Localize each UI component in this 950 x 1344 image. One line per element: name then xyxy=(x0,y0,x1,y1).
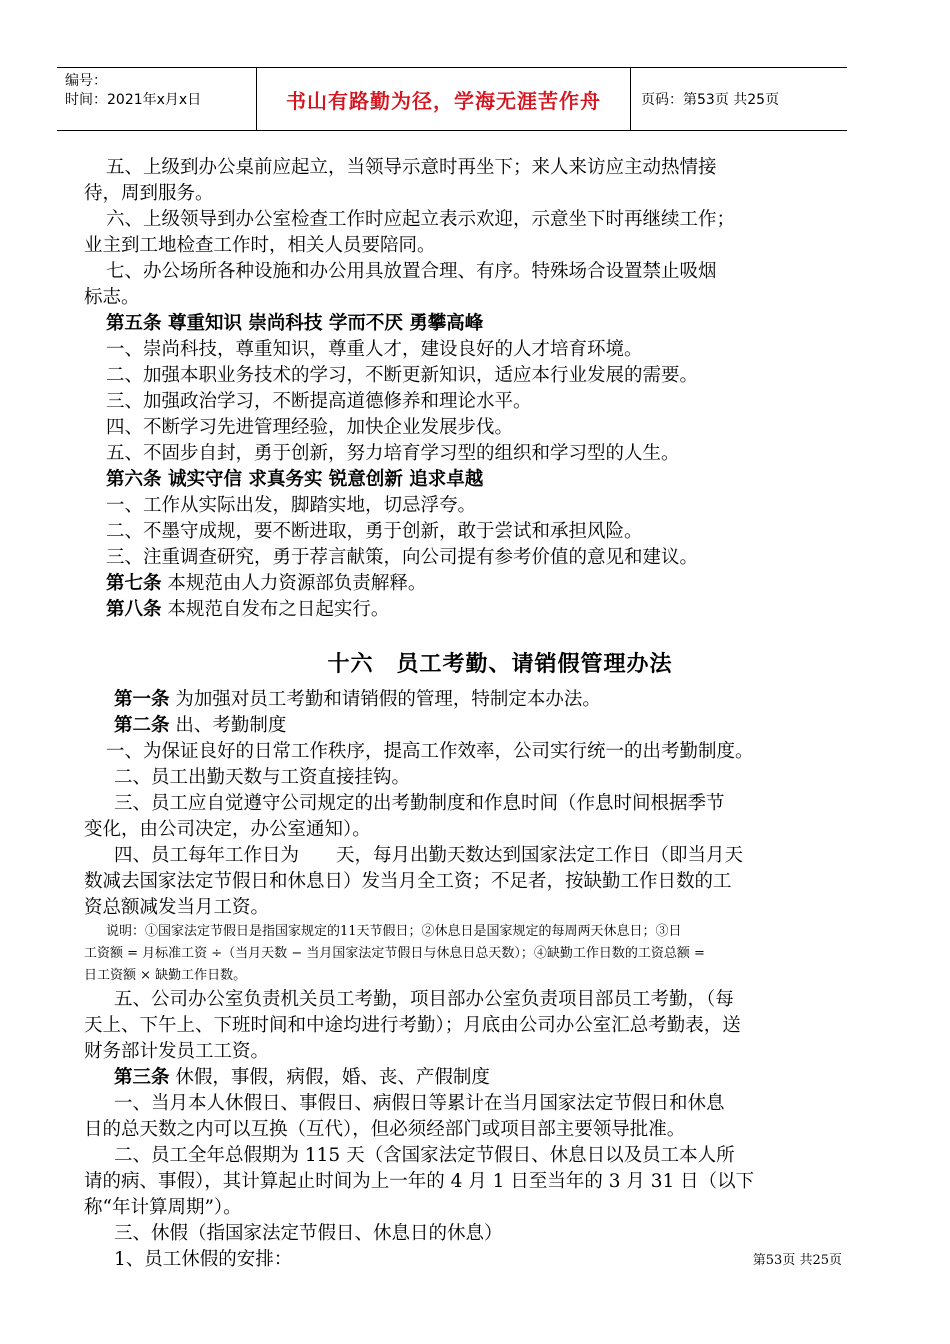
time-label: 时间：2021年x月x日 xyxy=(65,92,202,108)
document-body xyxy=(84,155,846,1273)
article-label: 第八条 xyxy=(106,599,162,620)
number-label: 编号： xyxy=(65,73,107,89)
paragraph-line: 四、不断学习先进管理经验，加快企业发展步伐。 xyxy=(106,417,514,438)
paragraph-line: 四、员工每年工作日为 天，每月出勤天数达到国家法定工作日（即当月天 xyxy=(114,845,744,866)
paragraph-line: 标志。 xyxy=(84,287,140,308)
paragraph-line: 第六条 诚实守信 求真务实 锐意创新 追求卓越 xyxy=(106,469,484,490)
paragraph-line: 一、为保证良好的日常工作秩序，提高工作效率，公司实行统一的出考勤制度。 xyxy=(106,741,754,762)
paragraph-line: 天上、下午上、下班时间和中途均进行考勤）；月底由公司办公室汇总考勤表，送 xyxy=(84,1015,741,1036)
paragraph-line: 变化，由公司决定，办公室通知）。 xyxy=(84,819,371,840)
article-8 xyxy=(84,597,846,623)
paragraph-line: 业主到工地检查工作时，相关人员要陪同。 xyxy=(84,235,436,256)
page-header xyxy=(57,67,847,131)
article-text: 为加强对员工考勤和请销假的管理，特制定本办法。 xyxy=(169,689,601,710)
note-line: 说明：①国家法定节假日是指国家规定的11天节假日；②休息日是国家规定的每周两天休息日；③日 xyxy=(106,924,682,939)
article-label: 第三条 xyxy=(114,1067,170,1088)
article-3-items xyxy=(84,1091,846,1273)
paragraph-line: 二、不墨守成规，要不断进取，勇于创新，敢于尝试和承担风险。 xyxy=(106,521,643,542)
article-text: 休假，事假，病假，婚、丧、产假制度 xyxy=(169,1067,490,1088)
article-label: 第一条 xyxy=(114,689,170,710)
article-text: 出、考勤制度 xyxy=(169,715,287,736)
article-7 xyxy=(84,571,846,597)
explanatory-note xyxy=(84,921,846,987)
article-text: 本规范自发布之日起实行。 xyxy=(161,599,390,620)
paragraph-line: 三、加强政治学习，不断提高道德修养和理论水平。 xyxy=(106,391,532,412)
paragraph-line: 一、崇尚科技，尊重知识，尊重人才，建设良好的人才培育环境。 xyxy=(106,339,643,360)
paragraph-line: 日的总天数之内可以互换（互代），但必须经部门或项目部主要领导批准。 xyxy=(84,1119,686,1140)
note-line: 日工资额 × 缺勤工作日数。 xyxy=(84,968,247,983)
paragraph-line: 财务部计发员工工资。 xyxy=(84,1041,270,1062)
paragraph-line: 六、上级领导到办公室检查工作时应起立表示欢迎，示意坐下时再继续工作； xyxy=(106,209,736,230)
paragraph-line: 三、员工应自觉遵守公司规定的出考勤制度和作息时间（作息时间根据季节 xyxy=(114,793,725,814)
paragraph-line: 1、员工休假的安排： xyxy=(114,1249,293,1270)
paragraph-line: 五、公司办公室负责机关员工考勤，项目部办公室负责项目部员工考勤，（每 xyxy=(114,989,734,1010)
header-meta xyxy=(57,68,257,130)
paragraph-line: 五、不固步自封，勇于创新，努力培育学习型的组织和学习型的人生。 xyxy=(106,443,680,464)
section-article-2 xyxy=(84,713,846,739)
paragraph-line: 七、办公场所各种设施和办公用具放置合理、有序。特殊场合设置禁止吸烟 xyxy=(106,261,717,282)
article-2-item-5 xyxy=(84,987,846,1065)
section-article-3 xyxy=(84,1065,846,1091)
paragraph-line: 待，周到服务。 xyxy=(84,183,214,204)
header-motto: 书山有路勤为径，学海无涯苦作舟 xyxy=(257,68,631,130)
paragraph-line: 一、当月本人休假日、事假日、病假日等累计在当月国家法定节假日和休息 xyxy=(114,1093,725,1114)
paragraph-line: 请的病、事假），其计算起止时间为上一年的 4 月 1 日至当年的 3 月 31 日（以下 xyxy=(84,1171,755,1192)
paragraph-line: 第五条 尊重知识 崇尚科技 学而不厌 勇攀高峰 xyxy=(106,313,484,334)
paragraph-line: 五、上级到办公桌前应起立，当领导示意时再坐下；来人来访应主动热情接 xyxy=(106,157,717,178)
paragraph-line: 三、注重调查研究，勇于荐言献策，向公司提有参考价值的意见和建议。 xyxy=(106,547,699,568)
section-15-continued xyxy=(84,155,846,571)
page-footer: 第53页 共25页 xyxy=(752,1253,842,1268)
note-line: 工资额 = 月标准工资 ÷（当月天数 − 当月国家法定节假日与休息日总天数）；④缺勤工作日数的工资总额 = xyxy=(84,946,705,961)
paragraph-line: 三、休假（指国家法定节假日、休息日的休息） xyxy=(114,1223,503,1244)
paragraph-line: 一、工作从实际出发，脚踏实地，切忌浮夸。 xyxy=(106,495,477,516)
article-text: 本规范由人力资源部负责解释。 xyxy=(161,573,427,594)
section-title: 十六 员工考勤、请销假管理办法 xyxy=(327,652,673,677)
paragraph-line: 数减去国家法定节假日和休息日）发当月全工资；不足者，按缺勤工作日数的工 xyxy=(84,871,732,892)
header-page-label: 页码：第53页 共25页 xyxy=(641,92,780,108)
paragraph-line: 二、加强本职业务技术的学习，不断更新知识，适应本行业发展的需要。 xyxy=(106,365,699,386)
section-article-1 xyxy=(84,687,846,713)
paragraph-line: 资总额减发当月工资。 xyxy=(84,897,270,918)
paragraph-line: 称“年计算周期”）。 xyxy=(84,1197,242,1218)
article-label: 第二条 xyxy=(114,715,170,736)
paragraph-line: 二、员工出勤天数与工资直接挂钩。 xyxy=(114,767,411,788)
article-label: 第七条 xyxy=(106,573,162,594)
paragraph-line: 二、员工全年总假期为 115 天（含国家法定节假日、休息日以及员工本人所 xyxy=(114,1145,735,1166)
article-2-items xyxy=(84,739,846,921)
